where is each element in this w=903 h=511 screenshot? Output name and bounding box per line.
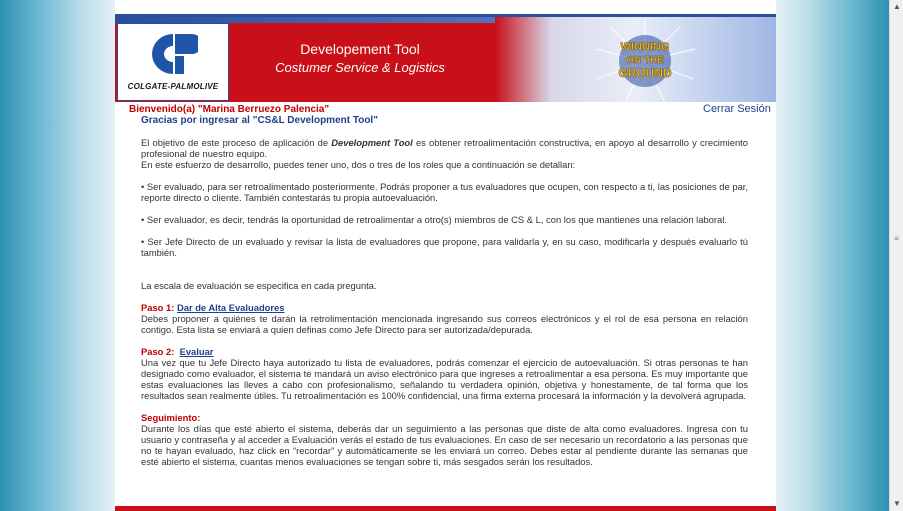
scroll-up-icon[interactable]: ▲ bbox=[893, 2, 901, 11]
badge-line-1: WINNING bbox=[620, 41, 670, 53]
logout-link[interactable]: Cerrar Sesión bbox=[703, 103, 771, 115]
scroll-down-icon[interactable]: ▼ bbox=[893, 499, 901, 508]
step1-text: Debes proponer a quiénes te darán la retrolimentación mencionada ingresando sus correos electrónicos y el rol de esa persona en relación contigo. Esta lista se enviará a quien definas como Jefe Directo para ser autorizada/depurada. bbox=[141, 313, 748, 335]
step2-heading bbox=[141, 346, 748, 357]
colgate-logo-icon bbox=[148, 32, 198, 76]
followup-label: Seguimiento: bbox=[141, 412, 201, 423]
role-evaluado: • Ser evaluado, para ser retroalimentado posteriormente. Podrás proponer a tus evaluadores que ocupen, con respecto a ti, las posiciones de par, reporte directo o cliente. También contestarás tu propia autoevaluación. bbox=[141, 181, 748, 203]
thanks-message: Gracias por ingresar al "CS&L Development Tool" bbox=[141, 115, 378, 126]
step2-text: Una vez que tu Jefe Directo haya autorizado tu lista de evaluadores, podrás comenzar el ejercicio de autoevaluación. Si otras personas te han designado como evaluador, el sistema te mandará un aviso electrónico para que ingreses a retroalimentar a esa persona. Es muy importante que estas evaluaciones las lleves a cabo con profesionalismo, señalando tu verdadera opinión, objetiva y honestamente, de tal forma que los resultados sean realmente útiles. Tu retroalimentación es 100% confidencial, una firma externa procesará la información y la devolverá agrupada. bbox=[141, 357, 748, 401]
step1-link[interactable]: Dar de Alta Evaluadores bbox=[176, 302, 285, 313]
vertical-scrollbar[interactable] bbox=[889, 0, 903, 511]
roles-intro: En este esfuerzo de desarrollo, puedes tener uno, dos o tres de los roles que a continuación se detallan: bbox=[141, 159, 576, 170]
footer-bar bbox=[115, 506, 776, 511]
app-title: Developement Tool bbox=[300, 41, 420, 57]
step2-label: Paso 2: bbox=[141, 346, 175, 357]
scale-note: La escala de evaluación se especifica en cada pregunta. bbox=[141, 280, 377, 291]
followup-text: Durante los días que esté abierto el sistema, deberás dar un seguimiento a las personas que diste de alta como evaluadores. Ingresa con tu usuario y contraseña y al acceder a Evaluación verás el estado de tus evaluaciones. En caso de ser necesario un recordatorio a las personas que no te hayan evaluado, haz click en “recordar” y automáticamente se les enviará un correo. Debes estar al pendiente durante las semanas que esté abierto el sistema, cuantas menos evaluaciones se tengan sobre ti, más sesgados serán los resultados. bbox=[141, 423, 748, 467]
app-subtitle: Costumer Service & Logistics bbox=[275, 60, 445, 75]
colgate-logo bbox=[117, 23, 229, 101]
followup-heading bbox=[141, 412, 748, 423]
role-jefe-directo: • Ser Jefe Directo de un evaluado y revisar la lista de evaluadores que propone, para validarla y, en su caso, modificarla y después evaluarlo tú también. bbox=[141, 236, 748, 258]
badge-line-2: ON THE bbox=[626, 55, 664, 66]
background-left bbox=[0, 0, 115, 511]
page-container bbox=[115, 0, 776, 511]
role-evaluador: • Ser evaluador, es decir, tendrás la oportunidad de retroalimentar a otro(s) miembros de CS & L, con los que mantienes una relación laboral. bbox=[141, 214, 727, 225]
step1-heading bbox=[141, 302, 748, 313]
scroll-grip-icon[interactable]: ≡ bbox=[894, 234, 899, 243]
welcome-message: Bienvenido(a) "Marina Berruezo Palencia" bbox=[129, 104, 330, 115]
header-graphic bbox=[495, 17, 776, 102]
intro-paragraph: El objetivo de este proceso de aplicación de Development Tool es obtener retroalimentación constructiva, en apoyo al desarrollo y crecimiento profesional de nuestro equipo. bbox=[141, 137, 748, 159]
badge-line-3: GROUND bbox=[618, 66, 672, 80]
header-banner bbox=[115, 14, 776, 102]
background-right bbox=[776, 0, 889, 511]
main-content bbox=[115, 102, 776, 511]
step2-link[interactable]: Evaluar bbox=[179, 346, 214, 357]
step1-label: Paso 1: bbox=[141, 302, 175, 313]
logo-text: COLGATE-PALMOLIVE bbox=[127, 82, 219, 91]
instructions bbox=[141, 137, 748, 467]
winning-badge-icon bbox=[595, 19, 695, 102]
